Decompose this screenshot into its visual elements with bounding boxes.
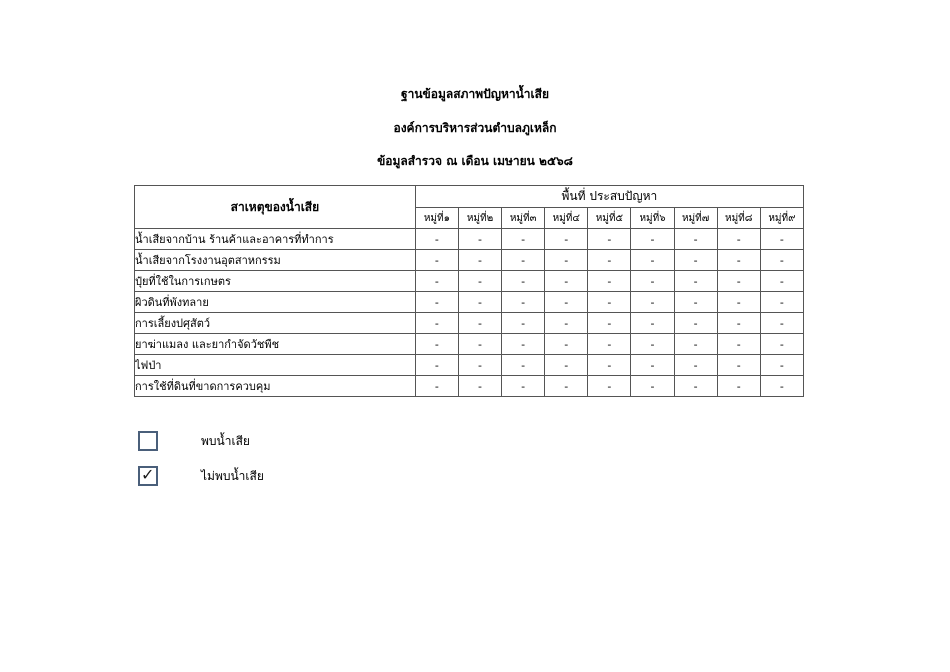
value-cell: - — [674, 334, 717, 355]
value-cell: - — [760, 334, 803, 355]
table-row — [135, 271, 804, 292]
table-row — [135, 355, 804, 376]
value-cell: - — [674, 250, 717, 271]
value-cell: - — [415, 292, 458, 313]
value-cell: - — [502, 313, 545, 334]
value-cell: - — [631, 334, 674, 355]
table-body — [135, 229, 804, 397]
value-cell: - — [674, 229, 717, 250]
village-header-1: หมู่ที่๑ — [415, 208, 458, 229]
village-header-3: หมู่ที่๓ — [502, 208, 545, 229]
value-cell: - — [717, 292, 760, 313]
wastewater-survey-table — [134, 185, 804, 397]
value-cell: - — [545, 313, 588, 334]
value-cell: - — [760, 292, 803, 313]
village-header-5: หมู่ที่๕ — [588, 208, 631, 229]
value-cell: - — [674, 271, 717, 292]
village-header-6: หมู่ที่๖ — [631, 208, 674, 229]
value-cell: - — [502, 292, 545, 313]
village-header-4: หมู่ที่๔ — [545, 208, 588, 229]
value-cell: - — [760, 313, 803, 334]
value-cell: - — [717, 355, 760, 376]
table-row — [135, 313, 804, 334]
value-cell: - — [458, 250, 501, 271]
value-cell: - — [760, 376, 803, 397]
cause-cell: ปุ๋ยที่ใช้ในการเกษตร — [135, 271, 416, 292]
value-cell: - — [760, 229, 803, 250]
found-wastewater-checkbox[interactable] — [138, 431, 158, 451]
value-cell: - — [717, 334, 760, 355]
cause-cell: ยาฆ่าแมลง และยากำจัดวัชพืช — [135, 334, 416, 355]
value-cell: - — [588, 229, 631, 250]
value-cell: - — [458, 292, 501, 313]
value-cell: - — [631, 292, 674, 313]
cause-cell: น้ำเสียจากโรงงานอุตสาหกรรม — [135, 250, 416, 271]
value-cell: - — [760, 355, 803, 376]
value-cell: - — [717, 229, 760, 250]
value-cell: - — [674, 292, 717, 313]
value-cell: - — [588, 313, 631, 334]
value-cell: - — [674, 355, 717, 376]
value-cell: - — [502, 250, 545, 271]
table-row — [135, 229, 804, 250]
value-cell: - — [588, 376, 631, 397]
value-cell: - — [588, 292, 631, 313]
value-cell: - — [631, 376, 674, 397]
value-cell: - — [502, 355, 545, 376]
value-cell: - — [502, 334, 545, 355]
value-cell: - — [502, 376, 545, 397]
organization-name: องค์การบริหารส่วนตำบลภูเหล็ก — [393, 121, 557, 135]
value-cell: - — [545, 229, 588, 250]
value-cell: - — [631, 250, 674, 271]
value-cell: - — [415, 229, 458, 250]
cause-cell: ไฟป่า — [135, 355, 416, 376]
value-cell: - — [415, 376, 458, 397]
value-cell: - — [415, 271, 458, 292]
table-row — [135, 250, 804, 271]
value-cell: - — [717, 313, 760, 334]
value-cell: - — [458, 271, 501, 292]
value-cell: - — [631, 313, 674, 334]
value-cell: - — [631, 229, 674, 250]
table-row — [135, 292, 804, 313]
cause-column-header: สาเหตุของน้ำเสีย — [135, 186, 416, 229]
value-cell: - — [545, 250, 588, 271]
value-cell: - — [545, 376, 588, 397]
value-cell: - — [631, 271, 674, 292]
village-header-7: หมู่ที่๗ — [674, 208, 717, 229]
affected-area-header: พื้นที่ ประสบปัญหา — [415, 186, 803, 208]
found-wastewater-label: พบน้ำเสีย — [201, 434, 250, 448]
value-cell: - — [415, 313, 458, 334]
value-cell: - — [760, 250, 803, 271]
table-row — [135, 376, 804, 397]
value-cell: - — [415, 250, 458, 271]
value-cell: - — [458, 376, 501, 397]
survey-date: ข้อมูลสำรวจ ณ เดือน เมษายน ๒๕๖๘ — [377, 154, 573, 168]
value-cell: - — [458, 229, 501, 250]
village-header-9: หมู่ที่๙ — [760, 208, 803, 229]
document-title: ฐานข้อมูลสภาพปัญหาน้ำเสีย — [400, 87, 549, 101]
value-cell: - — [415, 355, 458, 376]
value-cell: - — [674, 376, 717, 397]
value-cell: - — [502, 271, 545, 292]
value-cell: - — [631, 355, 674, 376]
value-cell: - — [760, 271, 803, 292]
cause-cell: การใช้ที่ดินที่ขาดการควบคุม — [135, 376, 416, 397]
value-cell: - — [545, 292, 588, 313]
table-row — [135, 334, 804, 355]
value-cell: - — [545, 334, 588, 355]
value-cell: - — [717, 376, 760, 397]
village-header-8: หมู่ที่๘ — [717, 208, 760, 229]
value-cell: - — [674, 313, 717, 334]
value-cell: - — [545, 271, 588, 292]
value-cell: - — [717, 271, 760, 292]
cause-cell: การเลี้ยงปศุสัตว์ — [135, 313, 416, 334]
value-cell: - — [458, 355, 501, 376]
cause-cell: น้ำเสียจากบ้าน ร้านค้าและอาคารที่ทำการ — [135, 229, 416, 250]
cause-cell: ผิวดินที่พังทลาย — [135, 292, 416, 313]
no-wastewater-label: ไม่พบน้ำเสีย — [201, 469, 264, 483]
value-cell: - — [717, 250, 760, 271]
no-wastewater-checkmark-icon: ✓ — [141, 465, 155, 484]
value-cell: - — [415, 334, 458, 355]
no-wastewater-checkbox[interactable] — [138, 466, 158, 486]
value-cell: - — [458, 334, 501, 355]
value-cell: - — [545, 355, 588, 376]
value-cell: - — [588, 334, 631, 355]
value-cell: - — [588, 250, 631, 271]
village-header-2: หมู่ที่๒ — [458, 208, 501, 229]
value-cell: - — [502, 229, 545, 250]
value-cell: - — [458, 313, 501, 334]
value-cell: - — [588, 271, 631, 292]
value-cell: - — [588, 355, 631, 376]
